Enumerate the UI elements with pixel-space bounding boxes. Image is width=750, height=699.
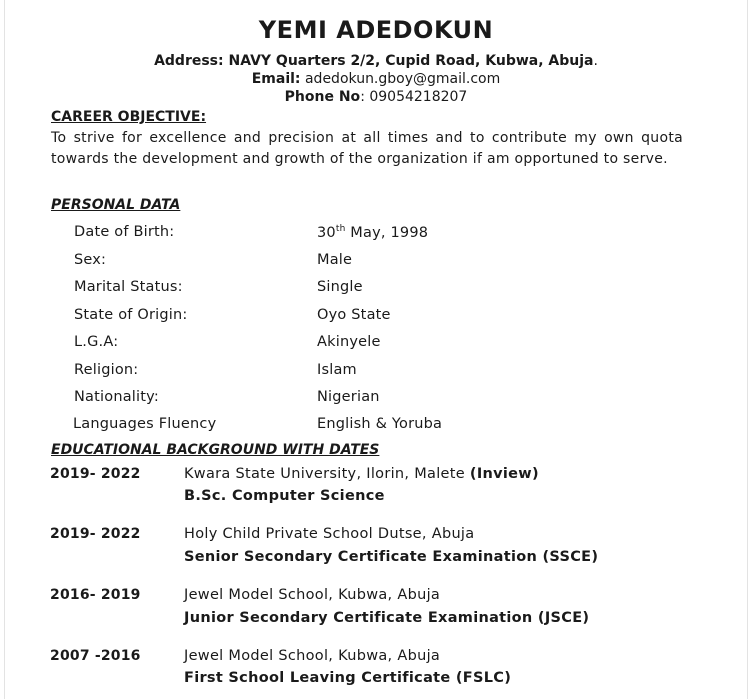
edu-qualification: Junior Secondary Certificate Examination (JSCE) — [184, 610, 590, 626]
nationality-label: Nationality: — [74, 389, 159, 405]
career-objective-heading: CAREER OBJECTIVE: — [51, 109, 207, 125]
education-heading: EDUCATIONAL BACKGROUND WITH DATES — [51, 442, 380, 458]
dob-rest: May, 1998 — [345, 224, 429, 241]
state-of-origin-value: Oyo State — [317, 307, 391, 323]
lga-value: Akinyele — [317, 334, 381, 350]
edu-years: 2016- 2019 — [50, 587, 141, 603]
edu-years: 2019- 2022 — [50, 466, 141, 482]
languages-label: Languages Fluency — [73, 416, 217, 432]
languages-value: English & Yoruba — [317, 416, 443, 432]
address-period: . — [593, 53, 598, 69]
edu-school-note: (Inview) — [469, 466, 539, 482]
address-line — [5, 52, 747, 70]
resume-page — [4, 0, 748, 699]
edu-qualification: First School Leaving Certificate (FSLC) — [184, 670, 512, 686]
phone-label: Phone No — [284, 89, 361, 105]
sex-value: Male — [317, 252, 353, 268]
candidate-name: YEMI ADEDOKUN — [258, 16, 494, 44]
email-label: Email: — [251, 71, 301, 87]
dob-label: Date of Birth: — [74, 224, 175, 240]
marital-status-label: Marital Status: — [74, 279, 183, 295]
phone-value: : 09054218207 — [360, 89, 468, 105]
nationality-value: Nigerian — [317, 389, 380, 405]
career-objective-text: To strive for excellence and precision at all times and to contribute my own quota towards the development and growth of the organization if am opportuned to serve. — [51, 130, 683, 167]
state-of-origin-label: State of Origin: — [74, 307, 188, 323]
dob-day: 30 — [317, 224, 336, 241]
edu-school: Jewel Model School, Kubwa, Abuja — [184, 648, 441, 664]
edu-years: 2019- 2022 — [50, 526, 141, 542]
edu-qualification: B.Sc. Computer Science — [184, 488, 385, 504]
dob-suffix: th — [335, 224, 346, 234]
marital-status-value: Single — [317, 279, 363, 295]
lga-label: L.G.A: — [74, 334, 119, 350]
religion-label: Religion: — [74, 362, 139, 378]
religion-value: Islam — [317, 362, 357, 378]
address-text: Address: NAVY Quarters 2/2, Cupid Road, Kubwa, Abuja — [154, 53, 594, 69]
edu-school: Holy Child Private School Dutse, Abuja — [184, 526, 475, 542]
dob-value — [317, 224, 428, 241]
sex-label: Sex: — [74, 252, 107, 268]
email-value[interactable]: adedokun.gboy@gmail.com — [300, 71, 501, 87]
phone-line — [5, 88, 747, 106]
edu-years: 2007 -2016 — [50, 648, 141, 664]
personal-data-heading: PERSONAL DATA — [51, 197, 181, 213]
email-line — [5, 70, 747, 88]
edu-school: Jewel Model School, Kubwa, Abuja — [184, 587, 441, 603]
edu-school-name: Kwara State University, Ilorin, Malete — [184, 466, 470, 482]
edu-qualification: Senior Secondary Certificate Examination (SSCE) — [184, 549, 599, 565]
edu-school — [184, 466, 539, 482]
